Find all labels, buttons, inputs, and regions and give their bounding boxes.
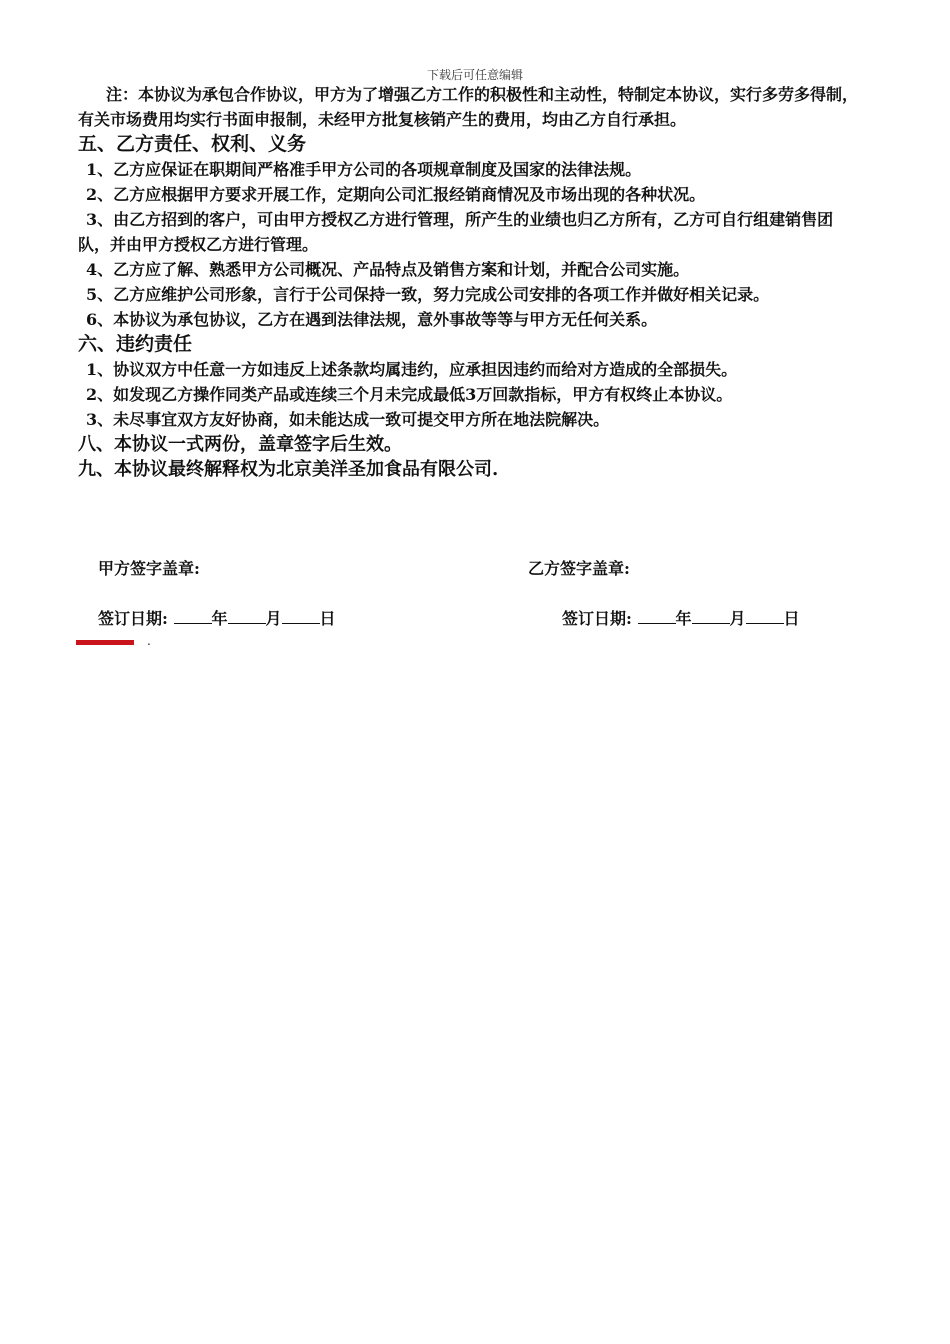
year-blank-a[interactable] [174,609,212,624]
day-label-b: 日 [783,609,800,628]
red-accent-bar [76,640,134,645]
note-paragraph: 注：本协议为承包合作协议，甲方为了增强乙方工作的积极性和主动性，特制定本协议，实行多劳多得制，有关市场费用均实行书面申报制，未经甲方批复核销产生的费用，均由乙方自行承担。 [78,85,859,129]
party-b-signature-label: 乙方签字盖章: [528,559,630,578]
section8-clause: 八、本协议一式两份，盖章签字后生效。 [78,434,402,455]
section5-item-6: 6、本协议为承包协议，乙方在遇到法律法规，意外事故等等与甲方无任何关系。 [86,310,658,329]
party-a-signature-label: 甲方签字盖章: [98,559,200,578]
month-label-b: 月 [729,609,746,628]
section5-title: 五、乙方责任、权利、义务 [78,133,307,155]
month-label-a: 月 [265,609,282,628]
page-header: 下载后可任意编辑 [426,68,523,82]
day-label-a: 日 [319,609,336,628]
year-label-a: 年 [211,609,228,628]
section6-item-2: 2、如发现乙方操作同类产品或连续三个月未完成最低3万回款指标，甲方有权终止本协议。 [86,385,733,404]
day-blank-a[interactable] [282,609,320,624]
year-label-b: 年 [675,609,692,628]
section5-item-2: 2、乙方应根据甲方要求开展工作，定期向公司汇报经销商情况及市场出现的各种状况。 [86,185,706,204]
section9-clause: 九、本协议最终解释权为北京美洋圣加食品有限公司. [78,459,499,480]
year-blank-b[interactable] [638,609,676,624]
section6-item-1: 1、协议双方中任意一方如违反上述条款均属违约，应承担因违约而给对方造成的全部损失。 [86,360,738,379]
date-label-a: 签订日期: [98,609,168,628]
date-label-b: 签订日期: [562,609,632,628]
section5-item-4: 4、乙方应了解、熟悉甲方公司概况、产品特点及销售方案和计划，并配合公司实施。 [86,260,690,279]
section5-item-3: 3、由乙方招到的客户，可由甲方授权乙方进行管理，所产生的业绩也归乙方所有，乙方可自行组建销售团队，并由甲方授权乙方进行管理。 [78,210,834,254]
party-b-date [562,606,800,629]
month-blank-a[interactable] [228,609,266,624]
day-blank-b[interactable] [746,609,784,624]
section5-item-5: 5、乙方应维护公司形象，言行于公司保持一致，努力完成公司安排的各项工作并做好相关记录。 [86,285,770,304]
section6-title: 六、违约责任 [78,333,193,355]
section6-item-3: 3、未尽事宜双方友好协商，如未能达成一致可提交甲方所在地法院解决。 [86,410,610,429]
document-body [78,82,858,482]
party-a-date [98,606,336,629]
month-blank-b[interactable] [692,609,730,624]
section5-item-1: 1、乙方应保证在职期间严格准手甲方公司的各项规章制度及国家的法律法规。 [86,160,642,179]
footer-dot: . [147,634,151,648]
